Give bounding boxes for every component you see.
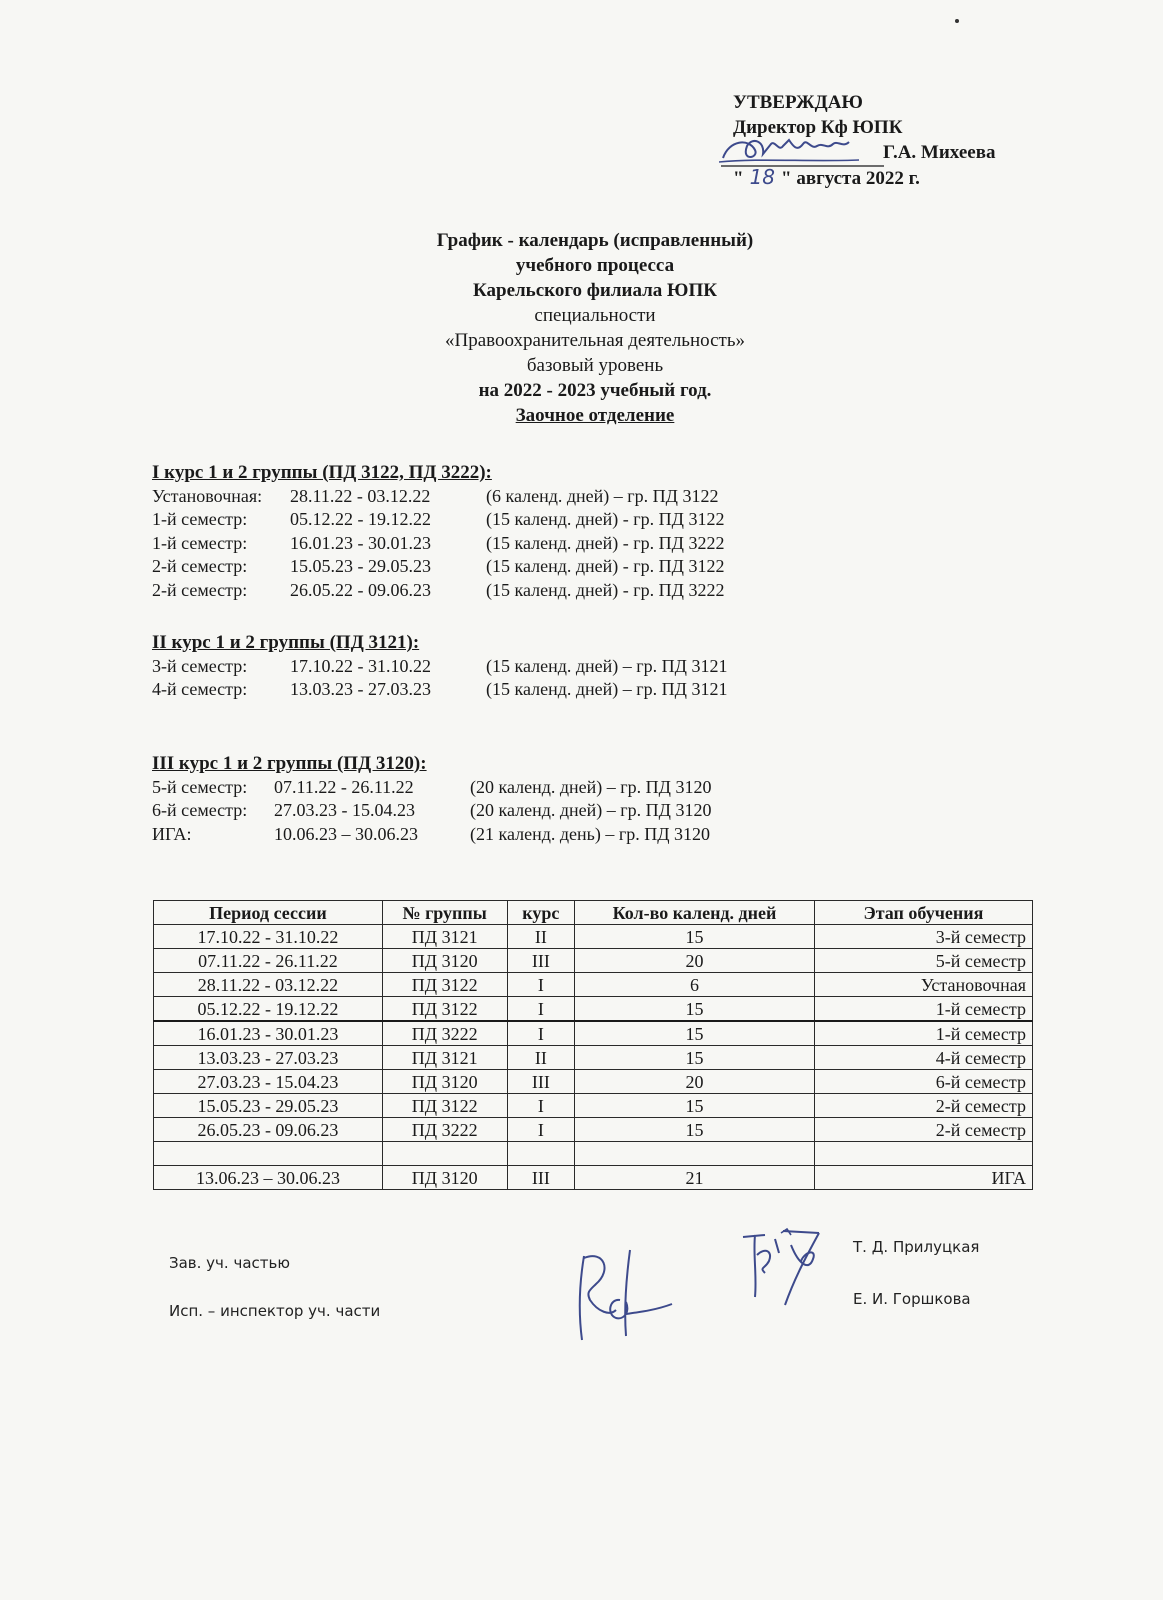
table-row: 28.11.22 - 03.12.22 ПД 3122 I 6 Установочная (154, 973, 1033, 997)
table-header-row (154, 901, 1033, 925)
document-title (360, 228, 830, 428)
title-line-6: базовый уровень (526, 355, 664, 376)
table-row: 27.03.23 - 15.04.23 ПД 3120 III 20 6-й семестр (154, 1070, 1033, 1094)
header-period: Период сессии (154, 901, 383, 925)
approval-title: УТВЕРЖДАЮ (733, 92, 863, 113)
table-row: 26.05.23 - 09.06.23 ПД 3222 I 15 2-й семестр (154, 1118, 1033, 1142)
approval-date-rest: " августа 2022 г. (781, 168, 920, 189)
title-line-8: Заочное отделение (515, 405, 675, 426)
table-row: 05.12.22 - 19.12.22 ПД 3122 I 15 1-й семестр (154, 997, 1033, 1022)
director-signature (719, 132, 894, 172)
schedule-row: 1-й семестр: 16.01.23 - 30.01.23 (15 календ. дней) - гр. ПД 3222 (152, 532, 725, 553)
header-days: Кол-во календ. дней (575, 901, 815, 925)
section-heading: I курс 1 и 2 группы (ПД 3122, ПД 3222): (152, 462, 492, 483)
schedule-row: 4-й семестр: 13.03.23 - 27.03.23 (15 календ. дней) – гр. ПД 3121 (152, 679, 728, 700)
course-3-section (152, 752, 711, 846)
schedule-row: 6-й семестр: 27.03.23 - 15.04.23 (20 календ. дней) – гр. ПД 3120 (152, 800, 712, 821)
table-row: 16.01.23 - 30.01.23 ПД 3222 I 15 1-й семестр (154, 1021, 1033, 1046)
header-group: № группы (382, 901, 507, 925)
schedule-row: 2-й семестр: 15.05.23 - 29.05.23 (15 календ. дней) - гр. ПД 3122 (152, 556, 725, 577)
title-line-2: учебного процесса (515, 255, 675, 276)
approval-signer: Г.А. Михеева (883, 142, 996, 163)
footer-name-inspector: Е. И. Горшкова (853, 1290, 971, 1308)
table-row: 07.11.22 - 26.11.22 ПД 3120 III 20 5-й семестр (154, 949, 1033, 973)
schedule-row: 1-й семестр: 05.12.22 - 19.12.22 (15 календ. дней) - гр. ПД 3122 (152, 509, 725, 530)
approval-day: 18 (749, 165, 776, 189)
table-row: 17.10.22 - 31.10.22 ПД 3121 II 15 3-й семестр (154, 925, 1033, 949)
title-line-1: График - календарь (исправленный) (436, 230, 754, 251)
course-2-section (152, 631, 727, 702)
section-heading: II курс 1 и 2 группы (ПД 3121): (152, 632, 420, 653)
course-1-section (152, 461, 724, 603)
approval-block (733, 90, 996, 191)
title-line-5: «Правоохранительная деятельность» (444, 330, 746, 351)
schedule-row: 5-й семестр: 07.11.22 - 26.11.22 (20 календ. дней) – гр. ПД 3120 (152, 776, 712, 797)
footer-name-head: Т. Д. Прилуцкая (853, 1238, 980, 1256)
head-signature (735, 1225, 835, 1315)
header-stage: Этап обучения (814, 901, 1032, 925)
date-quote: " (733, 168, 744, 189)
schedule-row: 2-й семестр: 26.05.22 - 09.06.23 (15 календ. дней) - гр. ПД 3222 (152, 579, 725, 600)
schedule-row: 3-й семестр: 17.10.22 - 31.10.22 (15 календ. дней) – гр. ПД 3121 (152, 655, 728, 676)
approval-position: Директор Кф ЮПК (733, 117, 903, 138)
schedule-table (153, 900, 1033, 1190)
title-line-4: специальности (534, 305, 656, 326)
schedule-row: ИГА: 10.06.23 – 30.06.23 (21 календ. день) – гр. ПД 3120 (152, 823, 711, 844)
header-course: курс (507, 901, 575, 925)
schedule-row: Установочная: 28.11.22 - 03.12.22 (6 календ. дней) – гр. ПД 3122 (152, 485, 719, 506)
approval-signature-line (733, 140, 996, 165)
footer-role-inspector: Исп. – инспектор уч. части (169, 1302, 381, 1320)
speck (955, 19, 959, 23)
title-line-3: Карельского филиала ЮПК (473, 280, 717, 301)
title-line-7: на 2022 - 2023 учебный год. (478, 380, 712, 401)
table-row: 13.06.23 – 30.06.23 ПД 3120 III 21 ИГА (154, 1166, 1033, 1190)
table-row: 13.03.23 - 27.03.23 ПД 3121 II 15 4-й семестр (154, 1046, 1033, 1070)
table-row: 15.05.23 - 29.05.23 ПД 3122 I 15 2-й семестр (154, 1094, 1033, 1118)
inspector-signature (560, 1240, 680, 1350)
footer-role-head: Зав. уч. частью (169, 1254, 290, 1272)
table-row-empty (154, 1142, 1033, 1166)
section-heading: III курс 1 и 2 группы (ПД 3120): (152, 753, 427, 774)
